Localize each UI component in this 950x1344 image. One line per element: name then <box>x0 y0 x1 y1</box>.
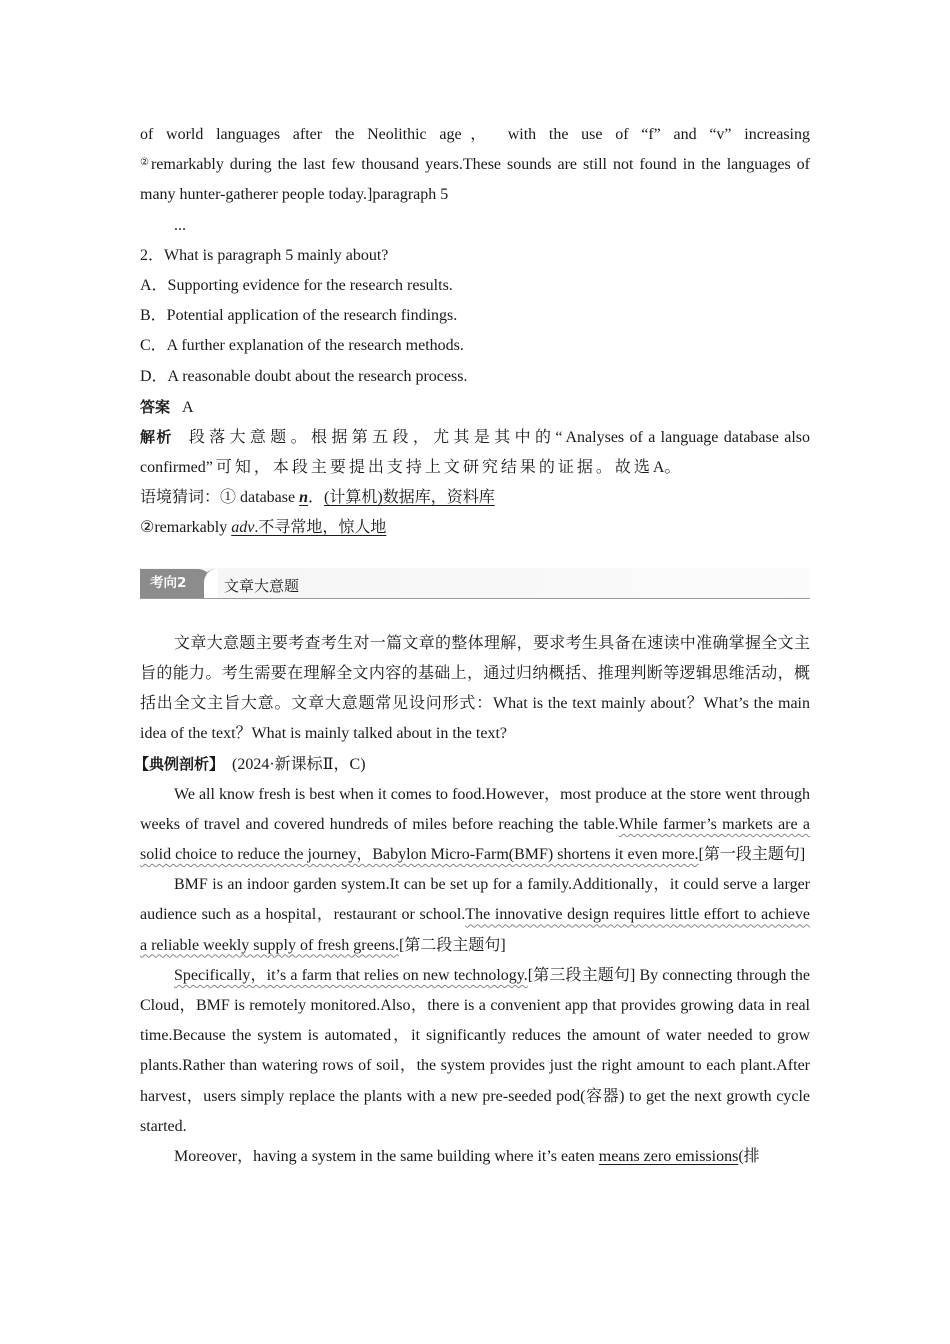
ellipsis: ... <box>174 216 186 234</box>
example-label: 【典例剖析】 <box>134 755 225 774</box>
passage-line: of world languages after the Neolithic age， with the use of “f” and “v” increasing <box>140 126 810 143</box>
topic-sentence: Specifically，it’s a farm that relies on new technology. <box>174 966 528 984</box>
answer-value: A <box>182 398 194 416</box>
vocab-definition: (计算机)数据库，资料库 <box>324 489 495 507</box>
analysis-quote: Analyses of a language database also confirmed <box>140 428 810 477</box>
vocab-pos: adv <box>231 519 255 537</box>
article-paragraph-3 <box>140 961 810 1142</box>
article-text: BMF is an indoor garden system.It can be set up for a family.Additionally，it could serve a larger audience such as a hospital，restaurant or school. <box>140 876 810 924</box>
article-text: By connecting through the Cloud，BMF is remotely monitored.Also，there is a convenient app that provides growing data in real time.Because the system is automated，it significantly reduces the amount of water needed to grow plants.Rather than watering rows of soil，the system provides just the right amount to each plant.After harvest，users simply replace the plants with a new pre-seeded pod(容器) to get the next growth cycle started. <box>140 966 810 1135</box>
footnote-marker: ② <box>140 157 151 169</box>
vocab-pos: n <box>299 489 309 507</box>
article-paragraph-4 <box>140 1142 810 1172</box>
topic-note: [第一段主题句] <box>698 846 806 864</box>
vocab-word: ① database <box>220 489 300 507</box>
analysis-end: A。 <box>652 459 681 477</box>
vocab-dot: ． <box>308 489 325 507</box>
example-source: (2024·新课标Ⅱ，C) <box>232 756 366 774</box>
intro-paragraph: 文章大意题主要考查考生对一篇文章的整体理解，要求考生具备在速读中准确掌握全文主旨的能力。考生需要在理解全文内容的基础上，通过归纳概括、推理判断等逻辑思维活动，概括出全文主旨大意。文章大意题常见设问形式：What is the text mainly about？What’s the main idea of the text？What is mainly talked about in the text? <box>140 634 810 743</box>
article-paragraph-1 <box>140 780 810 871</box>
vocab-line-2 <box>140 513 810 543</box>
topic-sentence: While farmer’s markets are a solid choice to reduce the journey，Babylon Micro-Farm(BMF) shortens it even more. <box>140 815 810 864</box>
article-text: We all know fresh is best when it comes to food.However，most produce at the store went through weeks of travel and covered hundreds of miles before reaching the table. <box>140 785 810 833</box>
analysis-text: ”可知，本段主要提出支持上文研究结果的证据。故选 <box>205 459 653 477</box>
vocab-dot: . <box>254 519 259 537</box>
section-tag-notch <box>202 569 218 598</box>
section-header <box>140 568 810 599</box>
option-b: B．Potential application of the research findings. <box>140 307 458 325</box>
page-content <box>134 120 811 1172</box>
section-tag: 考向2 <box>140 569 212 598</box>
analysis-label: 解析 <box>140 427 173 446</box>
vocab-definition: 不寻常地，惊人地 <box>258 519 387 537</box>
option-d: D．A reasonable doubt about the research process. <box>140 367 468 385</box>
option-c: C．A further explanation of the research methods. <box>140 337 464 355</box>
topic-note: [第三段主题句] <box>527 966 636 984</box>
vocab-label: 语境猜词： <box>140 489 221 507</box>
analysis-text: 段落大意题。根据第五段，尤其是其中的“ <box>188 428 566 446</box>
passage-line: many hunter-gatherer people today.]paragraph 5 <box>140 186 449 204</box>
vocab-word: ②remarkably <box>140 519 232 537</box>
passage-line <box>140 150 810 180</box>
section-title: 文章大意题 <box>224 576 300 595</box>
topic-note: [第二段主题句] <box>399 936 506 954</box>
article-paragraph-2 <box>140 870 810 961</box>
topic-sentence: The innovative design requires little effort to achieve a reliable weekly supply of fresh greens. <box>140 906 810 954</box>
vocab-line-1 <box>140 483 810 513</box>
answer-line <box>140 392 810 422</box>
question-stem: 2．What is paragraph 5 mainly about? <box>140 246 389 264</box>
analysis <box>140 422 810 483</box>
answer-label: 答案 <box>140 397 171 416</box>
option-a: A．Supporting evidence for the research results. <box>140 276 453 294</box>
passage-text: remarkably during the last few thousand years.These sounds are still not found in the languages of <box>150 156 811 174</box>
underlined-phrase: means zero emissions <box>598 1148 739 1166</box>
article-text: (排 <box>738 1148 760 1166</box>
example-heading <box>134 749 810 779</box>
article-text: Moreover，having a system in the same building where it’s eaten <box>174 1148 599 1166</box>
